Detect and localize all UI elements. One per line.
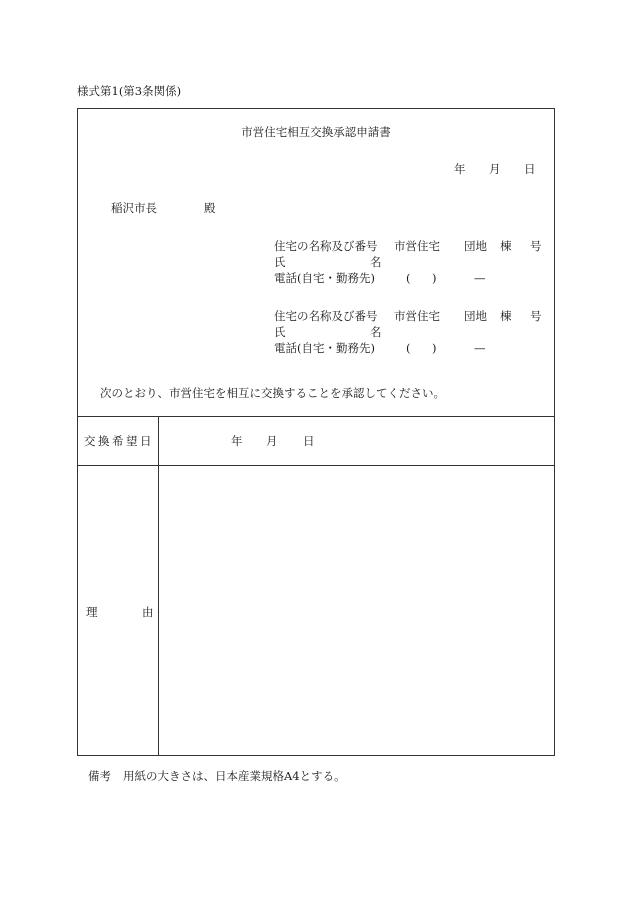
addressee-name: 稲沢市長: [111, 201, 157, 215]
remarks-prefix: 備考: [88, 769, 111, 783]
housing-label: 住宅の名称及び番号: [274, 239, 378, 253]
to-label: 棟: [500, 239, 512, 253]
desired-day-label: 日: [303, 434, 315, 448]
to-label: 棟: [500, 309, 512, 323]
reason-field[interactable]: [159, 466, 554, 755]
date-day-label: 日: [524, 162, 536, 176]
desired-date-label: 交換希望日: [84, 434, 154, 448]
phone-dash: —: [474, 271, 486, 285]
form-title: 市営住宅相互交換承認申請書: [241, 125, 391, 139]
danchi-label: 団地: [464, 239, 487, 253]
form-number: 様式第1(第3条関係): [77, 84, 182, 98]
housing-value: 市営住宅: [394, 309, 440, 323]
phone-paren-close: ): [432, 271, 437, 285]
housing-value: 市営住宅: [394, 239, 440, 253]
phone-label: 電話(自宅・勤務先): [274, 271, 375, 285]
housing-label: 住宅の名称及び番号: [274, 309, 378, 323]
date-month-label: 月: [489, 162, 501, 176]
reason-label-first: 理: [86, 605, 98, 619]
desired-year-label: 年: [231, 434, 243, 448]
reason-label-second: 由: [142, 605, 154, 619]
phone-paren-open: (: [406, 271, 411, 285]
phone-paren-open: (: [406, 341, 411, 355]
name-label-first: 氏: [274, 325, 286, 339]
remarks-text: 用紙の大きさは、日本産業規格A4とする。: [123, 769, 346, 783]
request-statement: 次のとおり、市営住宅を相互に交換することを承認してください。: [100, 386, 445, 400]
date-year-label: 年: [454, 162, 466, 176]
name-label-second: 名: [370, 325, 382, 339]
application-form: [77, 108, 555, 756]
phone-dash: —: [474, 341, 486, 355]
table-top-rule: [78, 416, 554, 417]
danchi-label: 団地: [464, 309, 487, 323]
name-label-first: 氏: [274, 255, 286, 269]
desired-month-label: 月: [266, 434, 278, 448]
phone-label: 電話(自宅・勤務先): [274, 341, 375, 355]
go-label: 号: [530, 239, 542, 253]
addressee-honorific: 殿: [204, 201, 216, 215]
phone-paren-close: ): [432, 341, 437, 355]
go-label: 号: [530, 309, 542, 323]
name-label-second: 名: [370, 255, 382, 269]
